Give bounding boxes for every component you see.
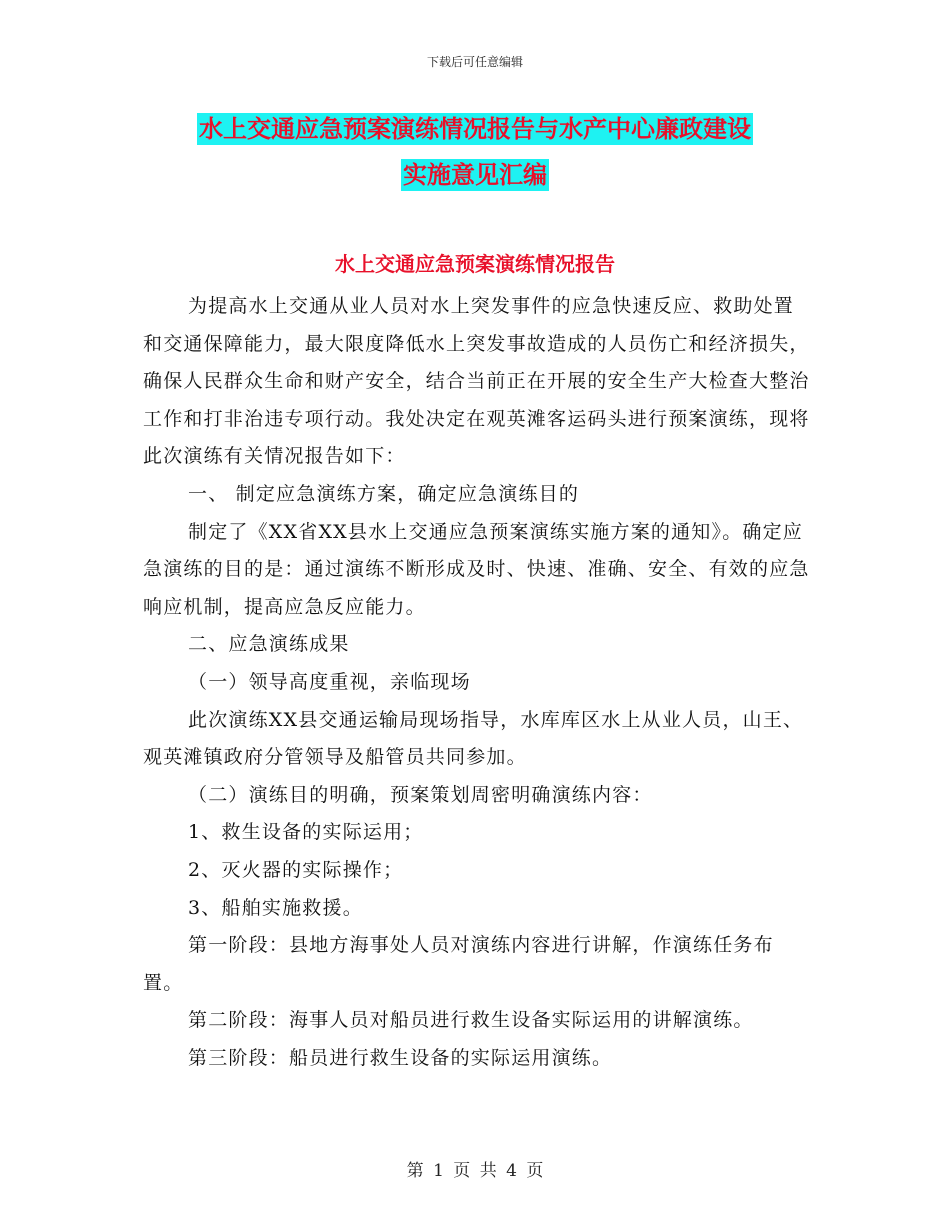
paragraph-stage-two: 第二阶段：海事人员对船员进行救生设备实际运用的讲解演练。 <box>188 1009 754 1032</box>
heading-two: 二、应急演练成果 <box>188 633 350 656</box>
heading-one: 一、 制定应急演练方案，确定应急演练目的 <box>188 482 580 505</box>
document-title-line-1: 水上交通应急预案演练情况报告与水产中心廉政建设 <box>199 115 751 143</box>
document-title-line-2: 实施意见汇编 <box>403 161 547 189</box>
page-footer: 第 1 页 共 4 页 <box>406 1161 544 1181</box>
paragraph-attendance: 此次演练XX县交通运输局现场指导，水库库区水上从业人员，山王、观英滩镇政府分管领导及船管员共同参加。 <box>143 708 804 769</box>
list-item: 1、救生设备的实际运用； <box>188 821 424 844</box>
subheading-two: （二）演练目的明确，预案策划周密明确演练内容： <box>188 783 653 806</box>
paragraph-stage-one: 第一阶段：县地方海事处人员对演练内容进行讲解，作演练任务布置。 <box>143 934 774 994</box>
subheading-one: （一）领导高度重视，亲临现场 <box>188 670 471 693</box>
paragraph-stage-three: 第三阶段：船员进行救生设备的实际运用演练。 <box>188 1046 613 1069</box>
paragraph-intro: 为提高水上交通从业人员对水上突发事件的应急快速反应、救助处置和交通保障能力，最大限度降低水上突发事故造成的人员伤亡和经济损失，确保人民群众生命和财产安全，结合当前正在开展的安全生产大检查大整治工作和打非治违专项行动。我处决定在观英滩客运码头进行预案演练，现将此次演练有关情况报告如下： <box>143 295 810 468</box>
document-body <box>143 288 811 1077</box>
list-item: 3、船舶实施救援。 <box>188 896 363 919</box>
header-note: 下载后可任意编辑 <box>426 55 523 69</box>
list-item: 2、灭火器的实际操作； <box>188 858 404 881</box>
paragraph-plan: 制定了《XX省XX县水上交通应急预案演练实施方案的通知》。确定应急演练的目的是：通过演练不断形成及时、快速、准确、安全、有效的应急响应机制，提高应急反应能力。 <box>143 520 810 618</box>
section-title: 水上交通应急预案演练情况报告 <box>335 252 615 276</box>
